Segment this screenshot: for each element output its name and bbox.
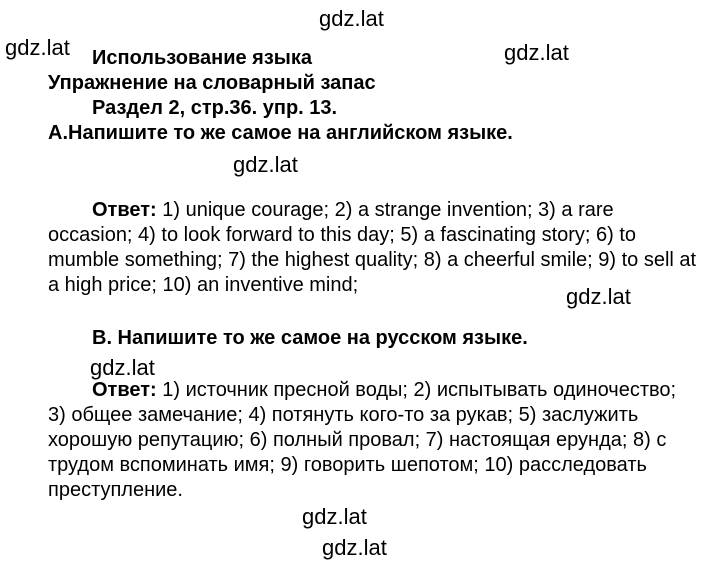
answer-b-text: 1) источник пресной воды; 2) испытывать одиночество; 3) общее замечание; 4) потянуть кого-то за рукав; 5) заслужить хорошую репутацию; 6) полный провал; 7) настоящая ерунда; 8) с трудом вспоминать имя; 9) говорить шепотом; 10) расследовать преступление. xyxy=(48,379,677,501)
answer-b-paragraph xyxy=(48,378,698,503)
heading-language-use: Использование языка xyxy=(92,47,312,69)
answer-a-paragraph xyxy=(48,198,703,298)
task-a-heading: A.Напишите то же самое на английском языке. xyxy=(48,122,513,144)
watermark-top-left: gdz.lat xyxy=(5,35,70,60)
heading-vocabulary-exercise: Упражнение на словарный запас xyxy=(48,72,376,94)
watermark-top: gdz.lat xyxy=(319,6,384,31)
watermark-bottom-2: gdz.lat xyxy=(322,535,387,560)
answer-a-label: Ответ: xyxy=(92,199,157,221)
watermark-left: gdz.lat xyxy=(90,355,155,380)
watermark-mid: gdz.lat xyxy=(233,152,298,177)
watermark-bottom-1: gdz.lat xyxy=(302,504,367,529)
task-b-heading: B. Напишите то же самое на русском языке. xyxy=(92,327,528,349)
answer-a-text: 1) unique courage; 2) a strange invention; 3) a rare occasion; 4) to look forward to this day; 5) a fascinating story; 6) to mumble something; 7) the highest quality; 8) a cheerful smile; 9) to sell at a high price; 10) an inventive mind; xyxy=(48,199,697,296)
heading-section-page: Раздел 2, стр.36. упр. 13. xyxy=(92,97,338,119)
answer-b-label: Ответ: xyxy=(92,379,157,401)
watermark-right: gdz.lat xyxy=(566,284,631,309)
watermark-top-right: gdz.lat xyxy=(504,40,569,65)
